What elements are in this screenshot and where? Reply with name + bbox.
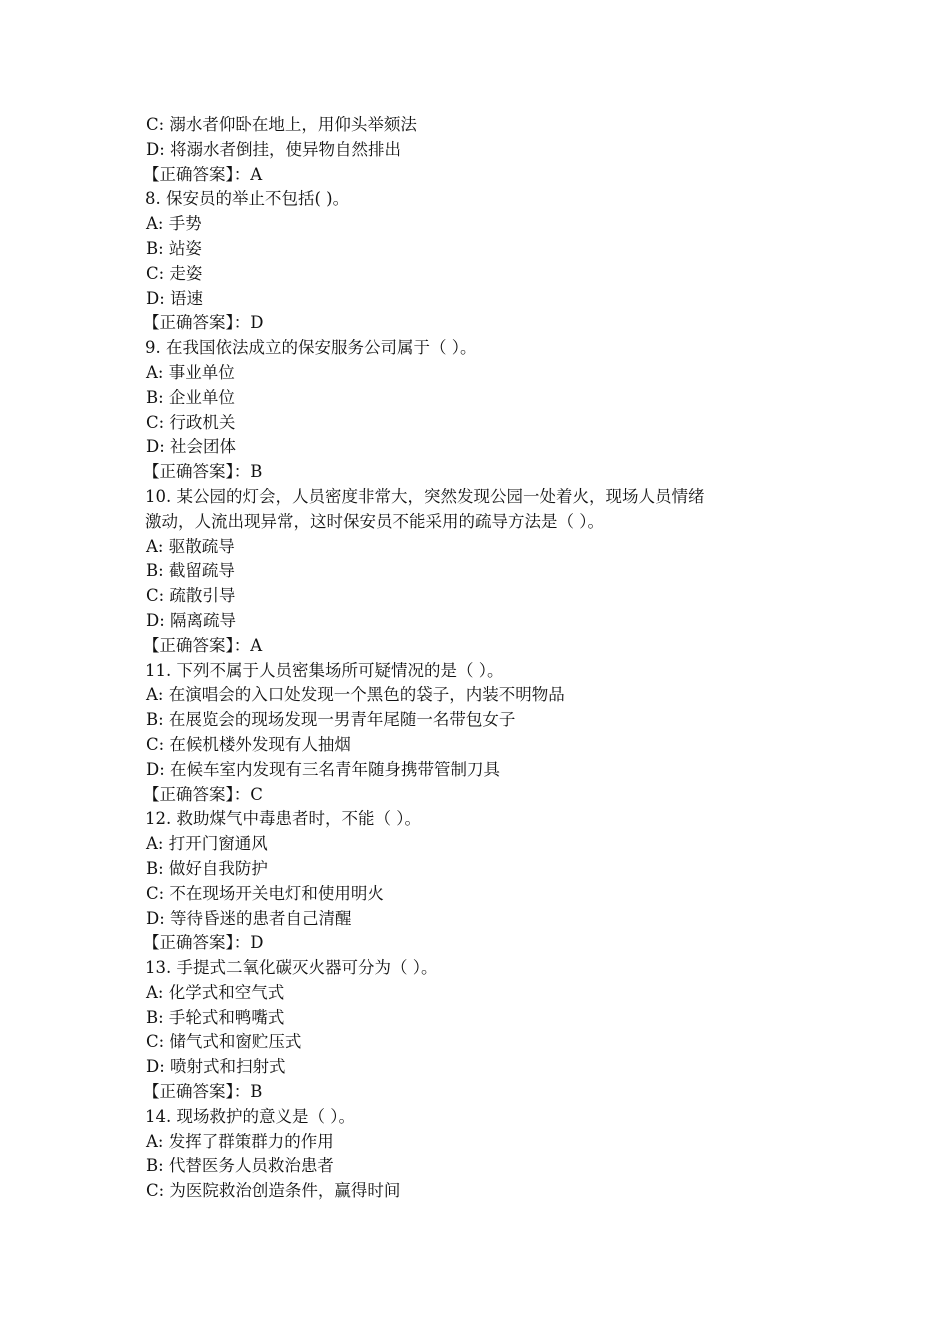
question-line: 14. 现场救护的意义是（ ）。	[145, 1106, 355, 1126]
answer-line: 【正确答案】：D	[143, 933, 264, 953]
option-line: D: 将溺水者倒挂，使异物自然排出	[146, 139, 402, 159]
option-line: A: 手势	[146, 214, 202, 234]
question-line: 10. 某公园的灯会，人员密度非常大，突然发现公园一处着火，现场人员情绪	[145, 486, 705, 506]
option-line: C: 储气式和窗贮压式	[146, 1032, 302, 1052]
option-line: A: 发挥了群策群力的作用	[146, 1131, 334, 1151]
option-line: A: 在演唱会的入口处发现一个黑色的袋子，内装不明物品	[146, 685, 565, 705]
option-line: C: 溺水者仰卧在地上，用仰头举颏法	[146, 115, 417, 134]
option-line: B: 做好自我防护	[146, 858, 268, 878]
option-line: D: 语速	[146, 288, 204, 308]
option-line: A: 驱散疏导	[146, 536, 235, 556]
question-line: 8. 保安员的举止不包括( )。	[145, 189, 350, 209]
question-continuation-line: 激动，人流出现异常，这时保安员不能采用的疏导方法是（ ）。	[145, 511, 604, 531]
option-line: B: 代替医务人员救治患者	[146, 1156, 334, 1176]
question-line: 13. 手提式二氧化碳灭火器可分为（ ）。	[145, 958, 438, 978]
option-line: C: 走姿	[146, 263, 203, 283]
answer-line: 【正确答案】：D	[143, 313, 264, 333]
option-line: D: 在候车室内发现有三名青年随身携带管制刀具	[146, 759, 501, 779]
option-line: B: 在展览会的现场发现一男青年尾随一名带包女子	[146, 710, 516, 730]
answer-line: 【正确答案】：A	[143, 635, 263, 655]
option-line: D: 喷射式和扫射式	[146, 1057, 286, 1077]
option-line: C: 为医院救治创造条件，赢得时间	[146, 1181, 401, 1201]
option-line: B: 企业单位	[146, 387, 235, 407]
option-line: B: 站姿	[146, 238, 202, 258]
option-line: A: 打开门窗通风	[146, 834, 268, 854]
option-line: C: 在候机楼外发现有人抽烟	[146, 734, 351, 754]
option-line: B: 截留疏导	[146, 561, 235, 581]
document-page	[0, 113, 950, 1204]
option-line: D: 社会团体	[146, 437, 237, 457]
option-line: C: 不在现场开关电灯和使用明火	[146, 883, 384, 903]
answer-line: 【正确答案】：B	[143, 462, 263, 482]
question-line: 9. 在我国依法成立的保安服务公司属于（ ）。	[145, 338, 477, 358]
question-line: 11. 下列不属于人员密集场所可疑情况的是（ ）。	[145, 660, 504, 680]
option-line: D: 等待昏迷的患者自己清醒	[146, 908, 352, 928]
question-line: 12. 救助煤气中毒患者时，不能（ ）。	[145, 809, 421, 829]
answer-line: 【正确答案】：C	[143, 784, 263, 804]
option-line: D: 隔离疏导	[146, 610, 237, 630]
option-line: B: 手轮式和鸭嘴式	[146, 1007, 285, 1027]
answer-line: 【正确答案】：B	[143, 1082, 263, 1102]
option-line: C: 行政机关	[146, 412, 236, 432]
option-line: A: 事业单位	[146, 362, 235, 382]
answer-line: 【正确答案】：A	[143, 164, 263, 184]
option-line: C: 疏散引导	[146, 586, 236, 606]
option-line: A: 化学式和空气式	[146, 982, 285, 1002]
